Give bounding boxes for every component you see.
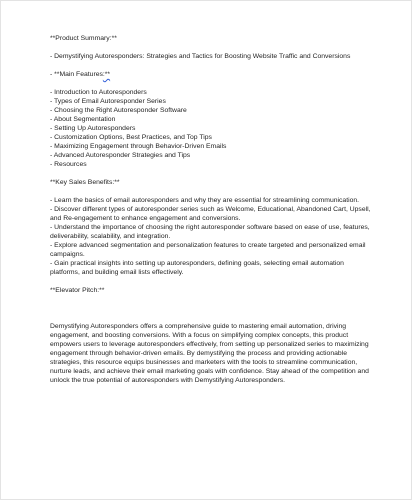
feature-item: - About Segmentation — [50, 116, 116, 123]
blank-line — [50, 304, 372, 313]
main-features-heading — [50, 70, 372, 79]
feature-item: - Maximizing Engagement through Behavior-Driven Emails — [50, 143, 227, 150]
benefit-item: - Discover different types of autoresponder series such as Welcome, Educational, Abandoned Cart, Upsell, and Re-engagement to enhance engagement and conversions. — [50, 206, 371, 222]
feature-item: - Choosing the Right Autoresponder Software — [50, 107, 187, 114]
benefit-item: - Gain practical insights into setting up autoresponders, defining goals, selecting email automation platforms, and building email lists effectively. — [50, 260, 344, 276]
feature-item: - Advanced Autoresponder Strategies and Tips — [50, 152, 191, 159]
elevator-pitch-text: Demystifying Autoresponders offers a comprehensive guide to mastering email automation, driving engagement, and boosting conversions. With a focus on simplifying complex concepts, this product empowers users to leverage autoresponders effectively, from setting up personalized series to maximizing engagement through behavior-driven emails. By demystifying the process and providing actionable strategies, this resource equips businesses and marketers with the tools to streamline communication, nurture leads, and achieve their email marketing goals with confidence. Stay ahead of the competition and unlock the true potential of autoresponders with Demystifying Autoresponders. — [50, 323, 369, 384]
feature-item: - Introduction to Autoresponders — [50, 89, 147, 96]
elevator-pitch-heading: **Elevator Pitch:** — [50, 287, 105, 294]
spellcheck-flagged-text: :** — [102, 71, 111, 78]
feature-item: - Setting Up Autoresponders — [50, 125, 136, 132]
feature-item: - Customization Options, Best Practices, and Top Tips — [50, 134, 212, 141]
feature-item: - Resources — [50, 161, 87, 168]
document-body[interactable] — [50, 34, 372, 385]
benefit-item: - Learn the basics of email autoresponders and why they are essential for streamlining communication. — [50, 197, 360, 204]
main-features-heading-text: - **Main Features — [50, 71, 103, 78]
benefit-item: - Explore advanced segmentation and personalization features to create targeted and personalized email campaigns. — [50, 242, 366, 258]
product-summary-heading: **Product Summary:** — [50, 35, 117, 42]
features-list — [50, 88, 372, 169]
benefits-list — [50, 196, 372, 277]
benefit-item: - Understand the importance of choosing the right autoresponder software based on ease of use, features, deliverability, scalability, and integration. — [50, 224, 370, 240]
feature-item: - Types of Email Autoresponder Series — [50, 98, 166, 105]
key-sales-benefits-heading: **Key Sales Benefits:** — [50, 179, 120, 186]
product-summary-text: - Demystifying Autoresponders: Strategies and Tactics for Boosting Website Traffic and Conversions — [50, 53, 351, 60]
